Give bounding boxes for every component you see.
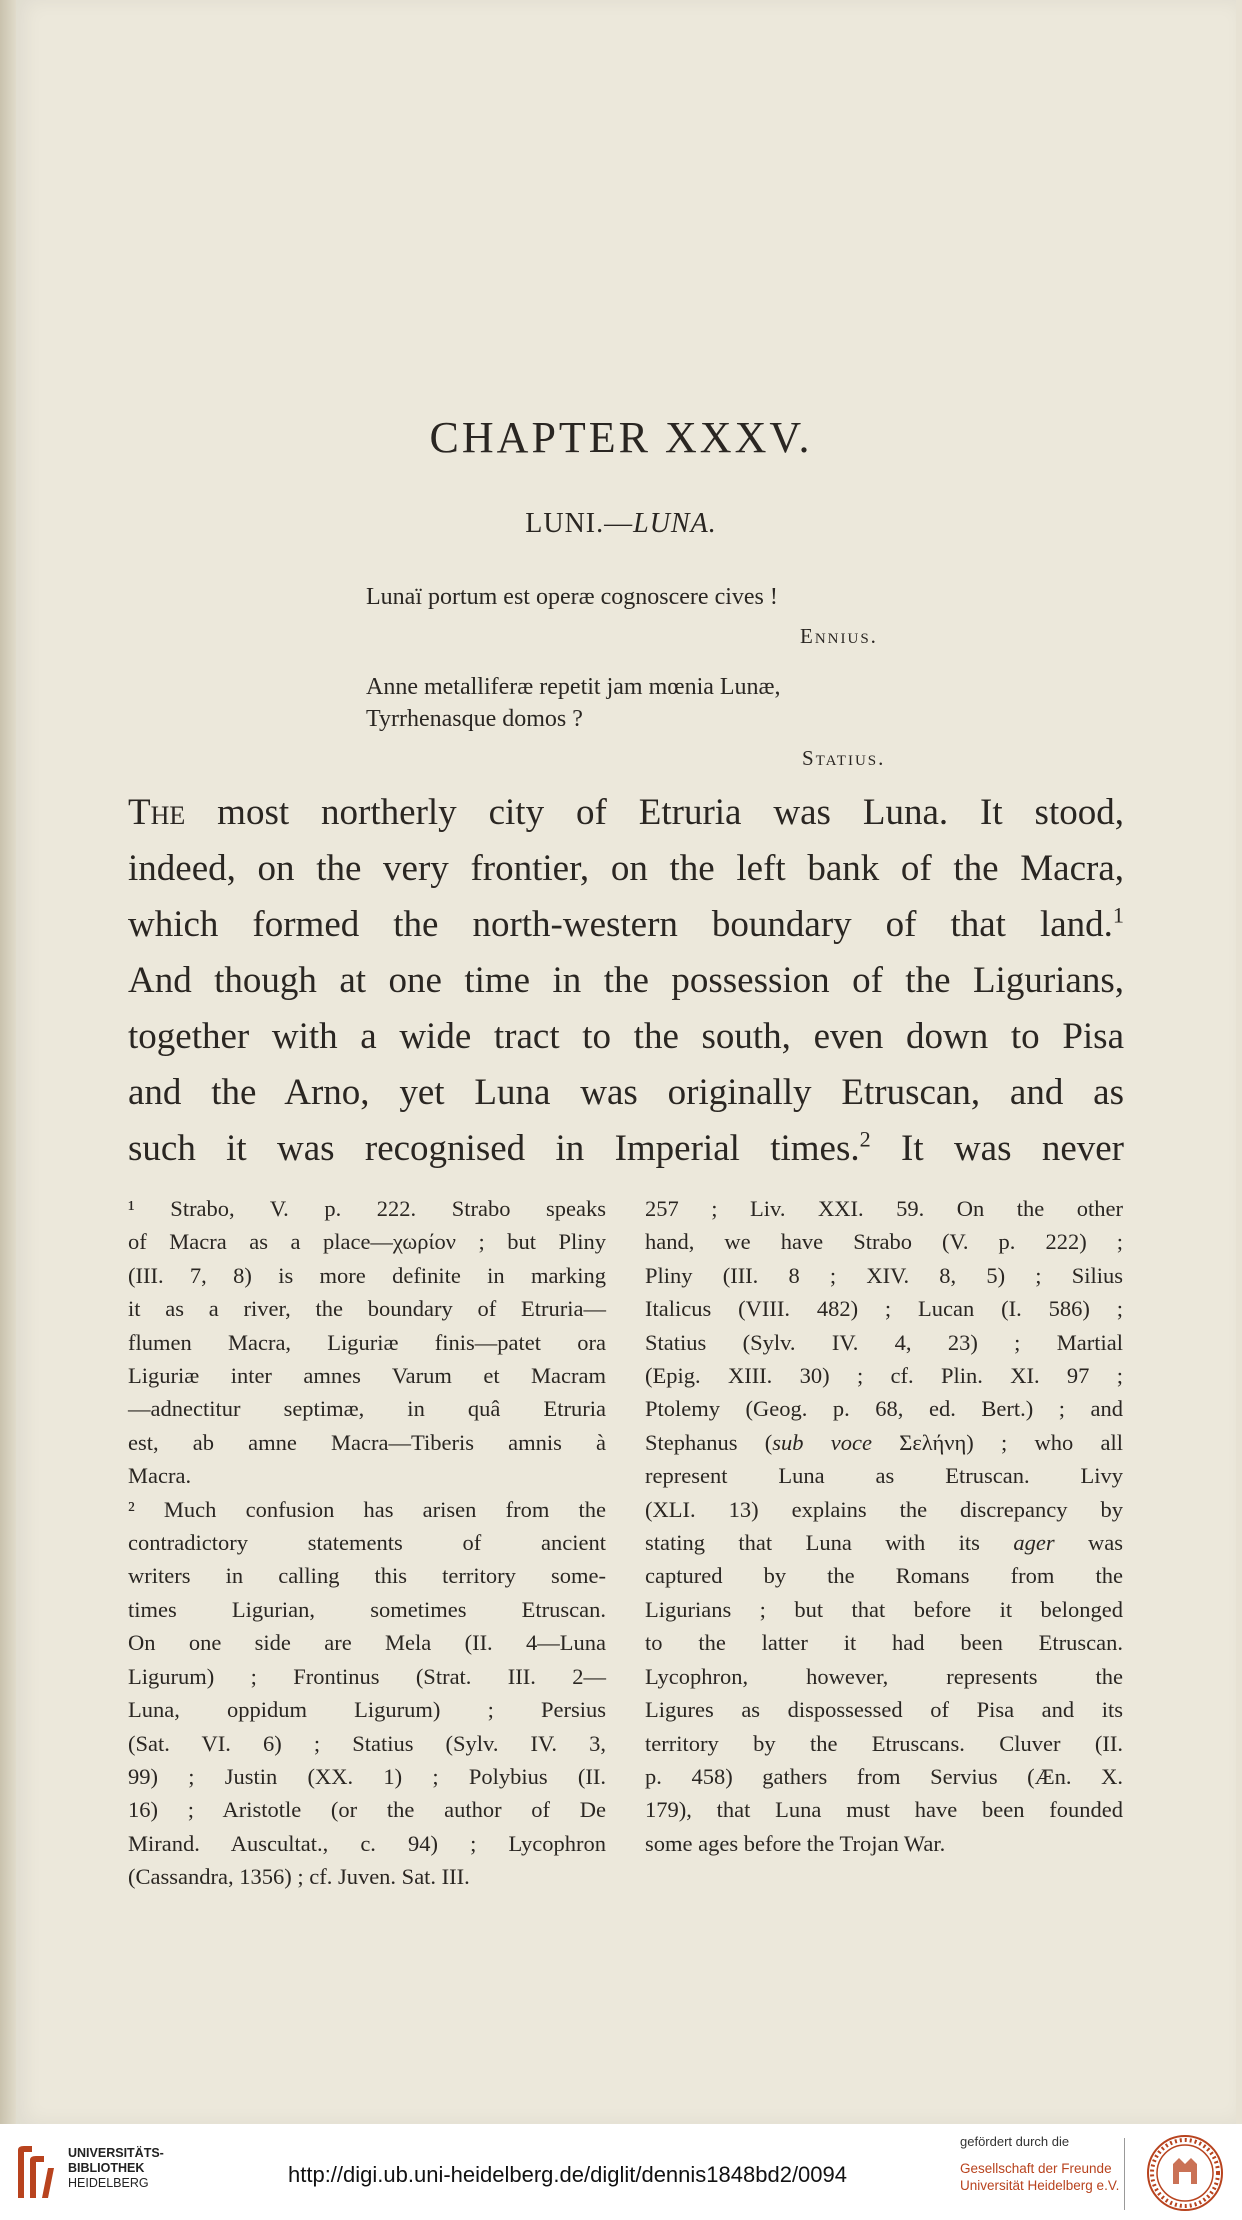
sponsor-name: Gesellschaft der Freunde Universität Heidelberg e.V.	[960, 2161, 1120, 2193]
body-line: The most northerly city of Etruria was Luna. It stood,	[128, 792, 1124, 833]
footnote-line: stating that Luna with its ager was	[645, 1530, 1123, 1556]
page-edge-shadow	[0, 0, 16, 2124]
footnote-line: (Cassandra, 1356) ; cf. Juven. Sat. III.	[128, 1864, 470, 1890]
footnote-line: represent Luna as Etruscan. Livy	[645, 1463, 1123, 1489]
epigraph-statius-line1: Anne metalliferæ repetit jam mœnia Lunæ,	[366, 674, 781, 700]
footnote-line: it as a river, the boundary of Etruria—	[128, 1296, 606, 1322]
footnote-line: Luna, oppidum Ligurum) ; Persius	[128, 1697, 606, 1723]
footnote-line: hand, we have Strabo (V. p. 222) ;	[645, 1229, 1123, 1255]
footnotes-left-column	[128, 1192, 606, 1894]
footnote-line: Statius (Sylv. IV. 4, 23) ; Martial	[645, 1329, 1123, 1355]
footnote-line: Ptolemy (Geog. p. 68, ed. Bert.) ; and	[645, 1396, 1123, 1422]
footnote-line: of Macra as a place—χωρίον ; but Pliny	[128, 1229, 606, 1255]
subtitle-italic: LUNA.	[633, 508, 717, 539]
body-line: together with a wide tract to the south, even down to Pisa	[128, 1016, 1124, 1057]
epigraph-ennius-author: Ennius.	[800, 624, 878, 648]
source-url-link[interactable]: http://digi.ub.uni-heidelberg.de/diglit/dennis1848bd2/0094	[288, 2162, 847, 2187]
footnote-line: (III. 7, 8) is more definite in marking	[128, 1262, 606, 1288]
footnote-line: 99) ; Justin (XX. 1) ; Polybius (II.	[128, 1763, 606, 1789]
footnote-line: p. 458) gathers from Servius (Æn. X.	[645, 1763, 1123, 1789]
footnote-line: Lycophron, however, represents the	[645, 1663, 1123, 1689]
university-library-logo-icon	[14, 2142, 58, 2202]
chapter-title: CHAPTER XXXV.	[429, 413, 813, 462]
footnote-line: times Ligurian, sometimes Etruscan.	[128, 1596, 606, 1622]
footnote-line: 16) ; Aristotle (or the author of De	[128, 1797, 606, 1823]
footnote-line: Stephanus (sub voce Σελήνη) ; who all	[645, 1429, 1123, 1455]
footnotes-right-column	[645, 1192, 1123, 1860]
body-line: And though at one time in the possession of the Ligurians,	[128, 960, 1124, 1001]
footnote-line: (Sat. VI. 6) ; Statius (Sylv. IV. 3,	[128, 1730, 606, 1756]
footer-bar	[0, 2124, 1242, 2220]
body-line: indeed, on the very frontier, on the left bank of the Macra,	[128, 848, 1124, 889]
chapter-subtitle	[0, 508, 1242, 540]
footnote-line: ¹ Strabo, V. p. 222. Strabo speaks	[128, 1196, 606, 1221]
body-line: and the Arno, yet Luna was originally Etruscan, and as	[128, 1072, 1124, 1113]
sponsor-label: gefördert durch die	[960, 2134, 1070, 2149]
footnote-line: (Epig. XIII. 30) ; cf. Plin. XI. 97 ;	[645, 1363, 1123, 1389]
main-paragraph	[128, 785, 1124, 1177]
footnote-line: Italicus (VIII. 482) ; Lucan (I. 586) ;	[645, 1296, 1123, 1322]
footnote-ref-2[interactable]: 2	[859, 1126, 871, 1152]
footnote-line: Ligurians ; but that before it belonged	[645, 1596, 1123, 1622]
footnote-line: est, ab amne Macra—Tiberis amnis à	[128, 1429, 606, 1455]
footnote-line: Ligurum) ; Frontinus (Strat. III. 2—	[128, 1663, 606, 1689]
footnote-line: 257 ; Liv. XXI. 59. On the other	[645, 1196, 1123, 1221]
footer-divider	[1124, 2138, 1125, 2210]
university-seal-icon	[1146, 2134, 1224, 2212]
footnote-line: Liguriæ inter amnes Varum et Macram	[128, 1363, 606, 1389]
epigraph-statius-author: Statius.	[802, 746, 886, 770]
footnote-ref-1[interactable]: 1	[1112, 902, 1124, 928]
footnote-line: Macra.	[128, 1463, 192, 1489]
footnote-line: ² Much confusion has arisen from the	[128, 1496, 606, 1522]
footnote-line: (XLI. 13) explains the discrepancy by	[645, 1496, 1123, 1522]
epigraph-ennius-text: Lunaï portum est operæ cognoscere cives !	[366, 584, 778, 610]
library-name: UNIVERSITÄTS- BIBLIOTHEK HEIDELBERG	[68, 2146, 164, 2190]
footnote-line: flumen Macra, Liguriæ finis—patet ora	[128, 1329, 606, 1355]
footnote-line: writers in calling this territory some-	[128, 1563, 606, 1589]
body-line: such it was recognised in Imperial times.$^2$ It was never	[128, 1126, 1124, 1169]
epigraph-statius-line2: Tyrrhenasque domos ?	[366, 706, 583, 732]
footnote-line: —adnectitur septimæ, in quâ Etruria	[128, 1396, 606, 1422]
subtitle-roman: LUNI.—	[525, 508, 634, 539]
footnote-line: On one side are Mela (II. 4—Luna	[128, 1630, 606, 1656]
footnote-line: captured by the Romans from the	[645, 1563, 1123, 1589]
footnote-line: territory by the Etruscans. Cluver (II.	[645, 1730, 1123, 1756]
footnote-line: contradictory statements of ancient	[128, 1530, 606, 1556]
body-line: which formed the north-western boundary of that land.$^1$	[128, 902, 1124, 945]
footnote-line: some ages before the Trojan War.	[645, 1830, 946, 1856]
drop-word: The	[128, 792, 186, 833]
footnote-line: Ligures as dispossessed of Pisa and its	[645, 1697, 1123, 1723]
footnote-line: to the latter it had been Etruscan.	[645, 1630, 1123, 1656]
footnote-line: Pliny (III. 8 ; XIV. 8, 5) ; Silius	[645, 1262, 1123, 1288]
footnote-line: 179), that Luna must have been founded	[645, 1797, 1123, 1823]
footnote-line: Mirand. Auscultat., c. 94) ; Lycophron	[128, 1830, 606, 1856]
